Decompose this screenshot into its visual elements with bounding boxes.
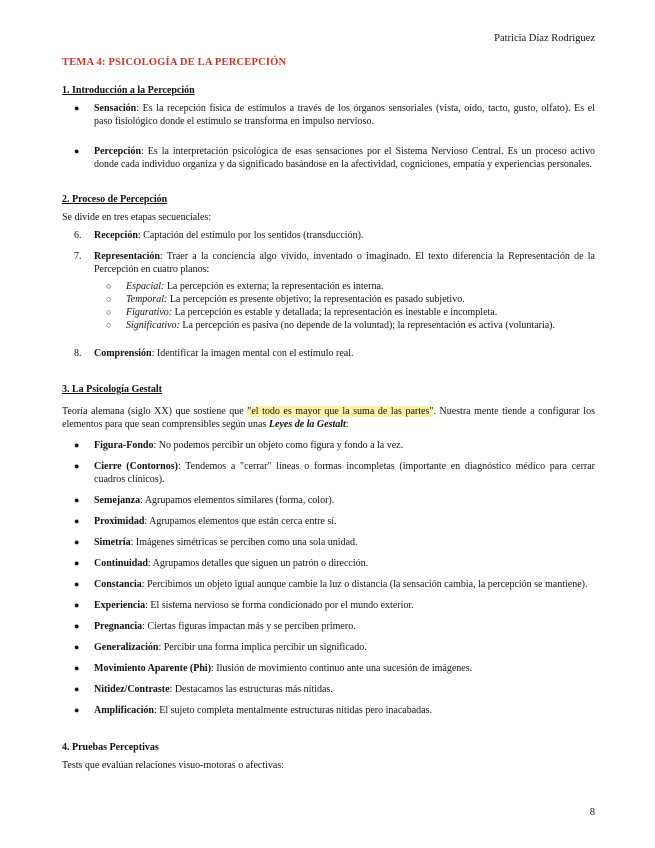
definition: : Percibir una forma implica percibir un significado. (158, 642, 367, 653)
section-2-intro: Se divide en tres etapas secuenciales: (62, 212, 212, 223)
bullet-icon: ● (74, 684, 80, 694)
list-item (62, 319, 595, 332)
term: Comprensión (94, 348, 152, 359)
section-4-heading: 4. Pruebas Perceptivas (62, 742, 159, 753)
bullet-icon: ● (74, 516, 80, 526)
term: Cierre (Contornos) (94, 461, 178, 472)
circle-bullet-icon: ○ (106, 294, 112, 304)
list-item (62, 460, 595, 486)
definition: : Destacamos las estructuras más nítidas. (169, 684, 333, 695)
term: Generalización (94, 642, 159, 653)
list-item (62, 347, 595, 360)
bullet-icon: ● (74, 642, 80, 652)
term: Simetría (94, 537, 131, 548)
term: Significativo: (126, 320, 180, 331)
term: Figura-Fondo (94, 440, 154, 451)
list-item (62, 229, 595, 242)
definition: : Es la interpretación psicológica de esas sensaciones por el Sistema Nervioso Central. Es un proceso activo donde cada individuo organiza y da significado basándose en la afectividad, cogniciones, empatía y experiencias personales. (94, 146, 595, 170)
list-item (62, 102, 595, 128)
bullet-icon: ● (74, 663, 80, 673)
representation-planes (62, 280, 595, 332)
intro-text: Teoría alemana (siglo XX) que sostiene que (62, 406, 248, 417)
term: Representación (94, 251, 160, 262)
list-item (62, 306, 595, 319)
list-item (62, 536, 595, 549)
definition: : Imágenes simétricas se perciben como una sola unidad. (130, 537, 358, 548)
gestalt-laws-label: Leyes de la Gestalt (268, 419, 346, 430)
definition: : Identificar la imagen mental con el estímulo real. (151, 348, 354, 359)
process-steps (62, 229, 595, 276)
circle-bullet-icon: ○ (106, 320, 112, 330)
section-1-heading: 1. Introducción a la Percepción (62, 85, 195, 96)
list-item (62, 494, 595, 507)
definition: : No podemos percibir un objeto como figura y fondo a la vez. (153, 440, 404, 451)
bullet-icon: ● (74, 537, 80, 547)
section-3-heading: 3. La Psicología Gestalt (62, 384, 162, 395)
term: Experiencia (94, 600, 146, 611)
section-1-list (62, 102, 595, 171)
step-number: 7. (74, 251, 82, 262)
list-item (62, 683, 595, 696)
document-title: TEMA 4: PSICOLOGÍA DE LA PERCEPCIÓN (62, 57, 287, 68)
term: Temporal: (126, 294, 168, 305)
gestalt-laws-list (62, 439, 595, 717)
section-4-intro: Tests que evalúan relaciones visuo-motoras o afectivas: (62, 760, 285, 771)
term: Continuidad (94, 558, 148, 569)
list-item (62, 704, 595, 717)
definition: : Ilusión de movimiento continuo ante una sucesión de imágenes. (211, 663, 473, 674)
step-number: 6. (74, 230, 82, 241)
highlighted-quote: "el todo es mayor que la suma de las partes" (247, 406, 434, 417)
term: Amplificación (94, 705, 154, 716)
list-item (62, 662, 595, 675)
term: Semejanza (94, 495, 141, 506)
section-3-intro (62, 405, 595, 431)
definition: : Ciertas figuras impactan más y se perciben primero. (142, 621, 356, 632)
bullet-icon: ● (74, 621, 80, 631)
list-item (62, 293, 595, 306)
list-item (62, 250, 595, 276)
bullet-icon: ● (74, 600, 80, 610)
definition: La percepción es presente objetivo; la representación es pasado subjetivo. (167, 294, 465, 305)
definition: : El sujeto completa mentalmente estructuras nítidas pero inacabadas. (154, 705, 432, 716)
bullet-icon: ● (74, 579, 80, 589)
page-number: 8 (589, 807, 595, 818)
circle-bullet-icon: ○ (106, 281, 112, 291)
bullet-icon: ● (74, 440, 80, 450)
intro-text: . Nuestra mente tiende a configurar los elementos para que sean comprensibles según unas (62, 406, 595, 430)
definition: La percepción es externa; la representación es interna. (164, 281, 384, 292)
term: Recepción (94, 230, 138, 241)
definition: : Agrupamos elementos similares (forma, color). (140, 495, 335, 506)
list-item (62, 145, 595, 171)
list-item (62, 599, 595, 612)
list-item (62, 620, 595, 633)
intro-text: : (345, 419, 349, 430)
bullet-icon: ● (74, 146, 80, 156)
bullet-icon: ● (74, 558, 80, 568)
section-2-heading: 2. Proceso de Percepción (62, 194, 168, 205)
page-content (62, 56, 595, 772)
term: Movimiento Aparente (Phi) (94, 663, 212, 674)
term: Espacial: (126, 281, 165, 292)
definition: La percepción es estable y detallada; la representación es inestable e incompleta. (172, 307, 498, 318)
definition: : El sistema nervioso se forma condicionado por el mundo exterior. (145, 600, 414, 611)
definition: : Agrupamos detalles que siguen un patrón o dirección. (147, 558, 369, 569)
term: Nitidez/Contraste (94, 684, 170, 695)
term: Percepción (94, 146, 142, 157)
definition: : Percibimos un objeto igual aunque cambie la luz o distancia (la sensación cambia, la percepción se mantiene). (141, 579, 588, 590)
definition: : Captación del estímulo por los sentidos (transducción). (137, 230, 364, 241)
bullet-icon: ● (74, 495, 80, 505)
list-item (62, 280, 595, 293)
term: Sensación (94, 103, 137, 114)
list-item (62, 557, 595, 570)
header-author: Patricia Díaz Rodríguez (494, 33, 595, 44)
term: Constancia (94, 579, 142, 590)
list-item (62, 439, 595, 452)
list-item (62, 515, 595, 528)
list-item (62, 578, 595, 591)
bullet-icon: ● (74, 461, 80, 471)
step-number: 8. (74, 348, 82, 359)
process-steps-continued (62, 347, 595, 360)
definition: La percepción es pasiva (no depende de la voluntad); la representación es activa (voluntaria). (179, 320, 556, 331)
circle-bullet-icon: ○ (106, 307, 112, 317)
term: Proximidad (94, 516, 145, 527)
definition: : Es la recepción física de estímulos a través de los órganos sensoriales (vista, oído, tacto, gusto, olfato). Es el paso fisiológico donde el estímulo se transforma en impulso nervioso. (94, 103, 595, 127)
list-item (62, 641, 595, 654)
definition: : Traer a la conciencia algo vivido, inventado o imaginado. El texto diferencia la Representación de la Percepción en cuatro planos: (94, 251, 595, 275)
term: Pregnancia (94, 621, 143, 632)
definition: : Agrupamos elementos que están cerca entre sí. (144, 516, 337, 527)
term: Figurativo: (126, 307, 173, 318)
definition: : Tendemos a "cerrar" líneas o formas incompletas (importante en diagnóstico médico para cerrar cuadros clínicos). (94, 461, 595, 485)
bullet-icon: ● (74, 705, 80, 715)
bullet-icon: ● (74, 103, 80, 113)
